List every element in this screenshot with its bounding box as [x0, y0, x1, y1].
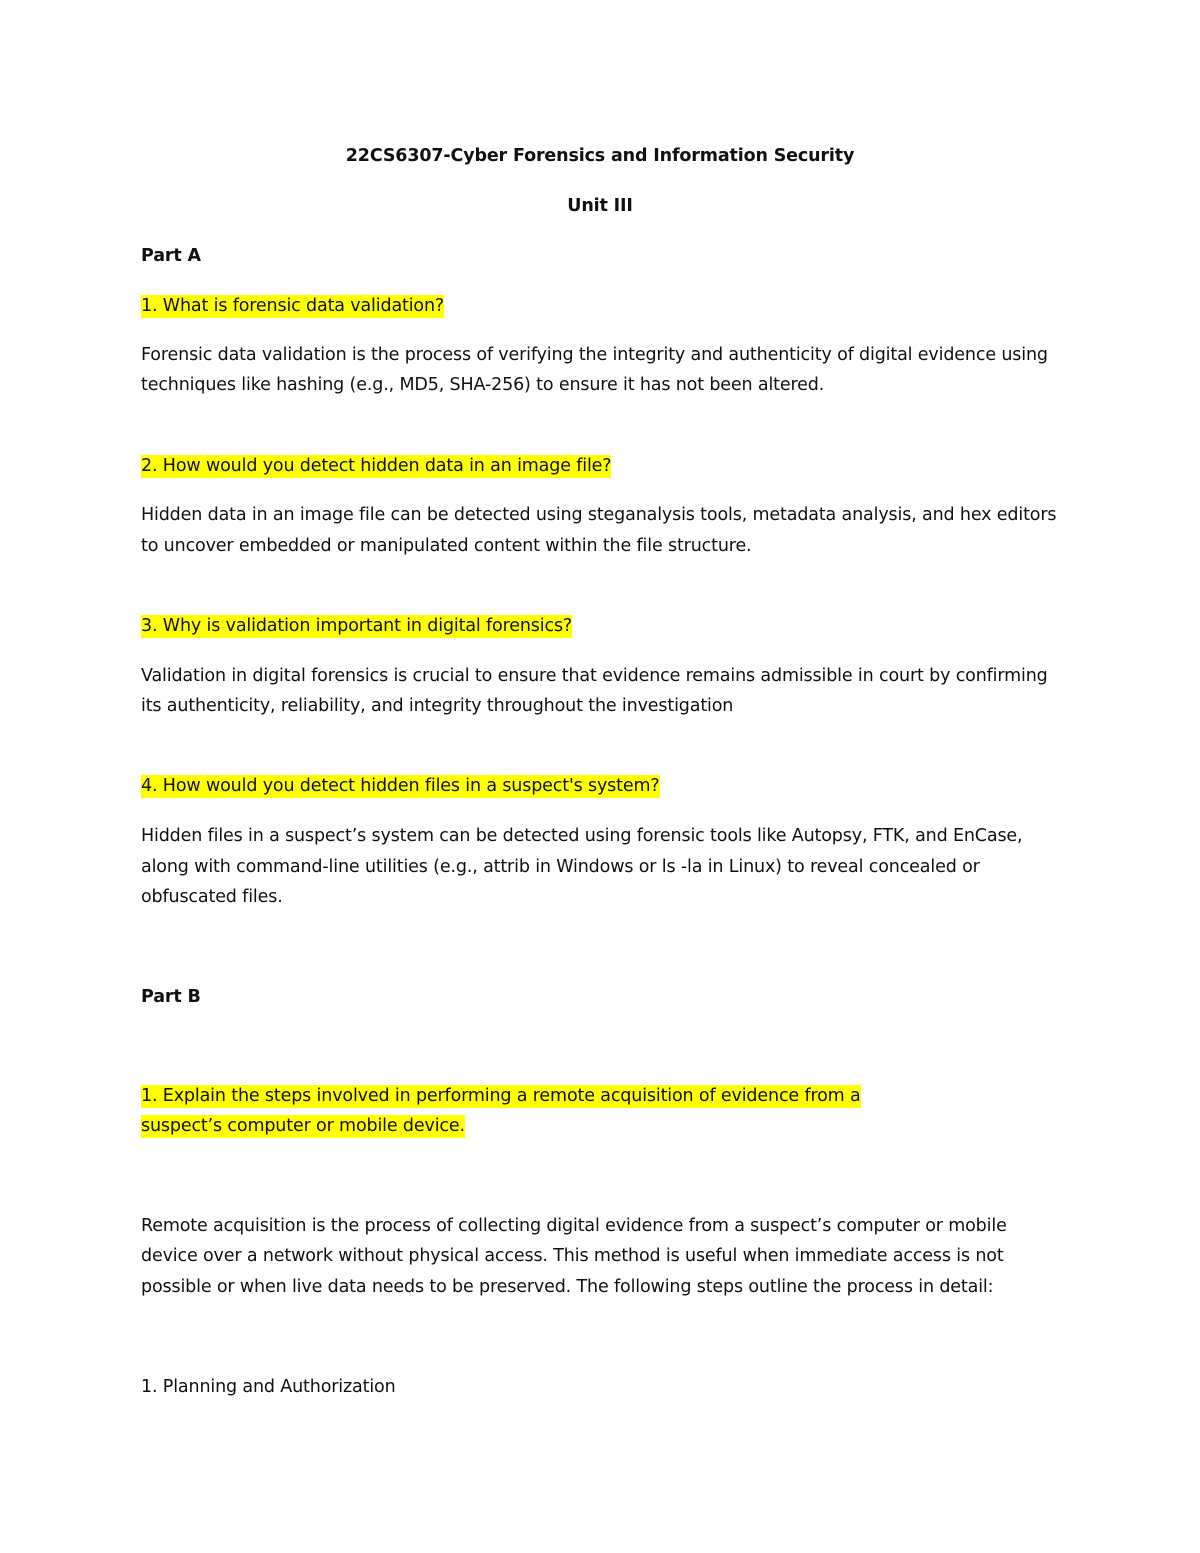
part-b-heading: Part B — [141, 987, 201, 1007]
part-b-question-line-1 — [141, 1084, 861, 1108]
part-b-answer-line-1: Remote acquisition is the process of collecting digital evidence from a suspect’s computer or mobile — [141, 1216, 1007, 1236]
question-highlight: 1. What is forensic data validation? — [141, 296, 445, 316]
part-b-step-1: 1. Planning and Authorization — [141, 1377, 396, 1397]
part-a-answer-3-line-2: its authenticity, reliability, and integrity throughout the investigation — [141, 696, 734, 716]
question-highlight: 3. Why is validation important in digital forensics? — [141, 616, 573, 636]
part-a-answer-1-line-2: techniques like hashing (e.g., MD5, SHA-256) to ensure it has not been altered. — [141, 375, 825, 395]
part-b-question-line-2 — [141, 1114, 465, 1138]
part-b-answer-line-3: possible or when live data needs to be preserved. The following steps outline the process in detail: — [141, 1277, 994, 1297]
part-a-answer-1-line-1: Forensic data validation is the process of verifying the integrity and authenticity of digital evidence using — [141, 345, 1048, 365]
question-highlight: 2. How would you detect hidden data in an image file? — [141, 456, 612, 476]
part-a-answer-3-line-1: Validation in digital forensics is crucial to ensure that evidence remains admissible in court by confirming — [141, 666, 1048, 686]
part-a-question-1 — [141, 294, 444, 318]
part-a-answer-4-line-1: Hidden files in a suspect’s system can be detected using forensic tools like Autopsy, FTK, and EnCase, — [141, 826, 1023, 846]
question-highlight: 4. How would you detect hidden files in a suspect's system? — [141, 776, 660, 796]
part-b-answer-line-2: device over a network without physical access. This method is useful when immediate access is not — [141, 1246, 1004, 1266]
question-highlight: suspect’s computer or mobile device. — [141, 1116, 465, 1136]
part-a-question-3 — [141, 614, 572, 638]
part-a-answer-2-line-1: Hidden data in an image file can be detected using steganalysis tools, metadata analysis, and hex editors — [141, 505, 1057, 525]
part-a-heading: Part A — [141, 246, 201, 266]
part-a-answer-4-line-2: along with command-line utilities (e.g., attrib in Windows or ls -la in Linux) to reveal concealed or — [141, 857, 980, 877]
part-a-question-4 — [141, 774, 660, 798]
unit-heading: Unit III — [567, 196, 633, 216]
part-a-question-2 — [141, 454, 611, 478]
part-a-answer-2-line-2: to uncover embedded or manipulated content within the file structure. — [141, 536, 752, 556]
part-a-answer-4-line-3: obfuscated files. — [141, 887, 283, 907]
document-title: 22CS6307-Cyber Forensics and Information Security — [345, 146, 855, 166]
question-highlight: 1. Explain the steps involved in performing a remote acquisition of evidence from a — [141, 1086, 861, 1106]
